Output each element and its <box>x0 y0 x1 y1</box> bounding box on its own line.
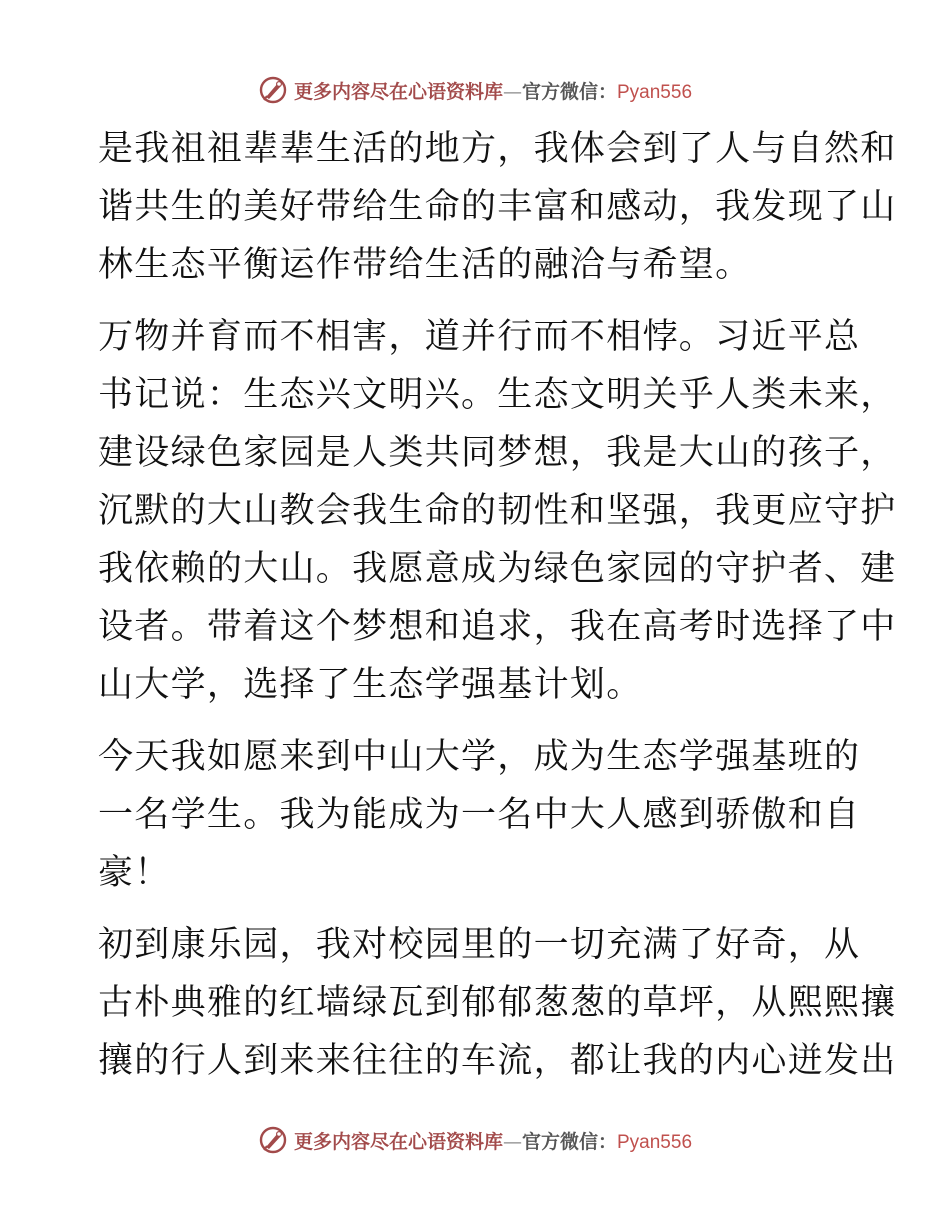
quill-pen-logo-icon <box>258 1125 288 1155</box>
header-banner-wechat-label: 官方微信： <box>521 80 617 103</box>
paragraph-line: 豪！ <box>98 853 171 893</box>
footer-banner-wechat-label: 官方微信： <box>521 1130 617 1153</box>
paragraph-line: 沉默的大山教会我生命的韧性和坚强，我更应守护 <box>98 491 897 531</box>
paragraph-line: 建设绿色家园是人类共同梦想，我是大山的孩子， <box>98 433 897 473</box>
footer-banner <box>0 1120 950 1160</box>
quill-pen-logo-icon <box>258 75 288 105</box>
header-banner-slogan: 更多内容尽在心语资料库 <box>293 80 503 103</box>
paragraph-line: 初到康乐园，我对校园里的一切充满了好奇，从 <box>98 925 861 965</box>
paragraph-line: 攘的行人到来来往往的车流，都让我的内心迸发出 <box>98 1041 897 1081</box>
document-body <box>98 120 897 1090</box>
paragraph-line: 一名学生。我为能成为一名中大人感到骄傲和自 <box>98 795 861 835</box>
paragraph-line: 是我祖祖辈辈生活的地方，我体会到了人与自然和 <box>98 129 897 169</box>
header-banner-text <box>294 77 692 104</box>
footer-banner-text <box>294 1127 692 1154</box>
footer-banner-wechat-handle: Pyan556 <box>617 1131 693 1153</box>
paragraph-line: 设者。带着这个梦想和追求，我在高考时选择了中 <box>98 607 897 647</box>
paragraph-line: 书记说：生态兴文明兴。生态文明关乎人类未来， <box>98 375 897 415</box>
paragraph <box>98 728 861 902</box>
paragraph-line: 今天我如愿来到中山大学，成为生态学强基班的 <box>98 737 861 777</box>
paragraph-line: 谐共生的美好带给生命的丰富和感动，我发现了山 <box>98 187 897 227</box>
paragraph-gap <box>98 294 858 308</box>
paragraph-line: 我依赖的大山。我愿意成为绿色家园的守护者、建 <box>98 549 897 589</box>
header-banner <box>0 70 950 110</box>
header-banner-wechat-handle: Pyan556 <box>617 81 693 103</box>
paragraph-gap <box>98 714 858 728</box>
paragraph-line: 古朴典雅的红墙绿瓦到郁郁葱葱的草坪，从熙熙攘 <box>98 983 897 1023</box>
paragraph <box>98 916 897 1090</box>
paragraph-gap <box>98 902 858 916</box>
paragraph-line: 山大学，选择了生态学强基计划。 <box>98 665 643 705</box>
footer-banner-separator: — <box>502 1130 522 1153</box>
header-banner-separator: — <box>502 80 522 103</box>
paragraph-line: 万物并育而不相害，道并行而不相悖。习近平总 <box>98 317 861 357</box>
paragraph <box>98 120 897 294</box>
paragraph-line: 林生态平衡运作带给生活的融洽与希望。 <box>98 245 752 285</box>
footer-banner-slogan: 更多内容尽在心语资料库 <box>293 1130 503 1153</box>
paragraph <box>98 308 897 714</box>
